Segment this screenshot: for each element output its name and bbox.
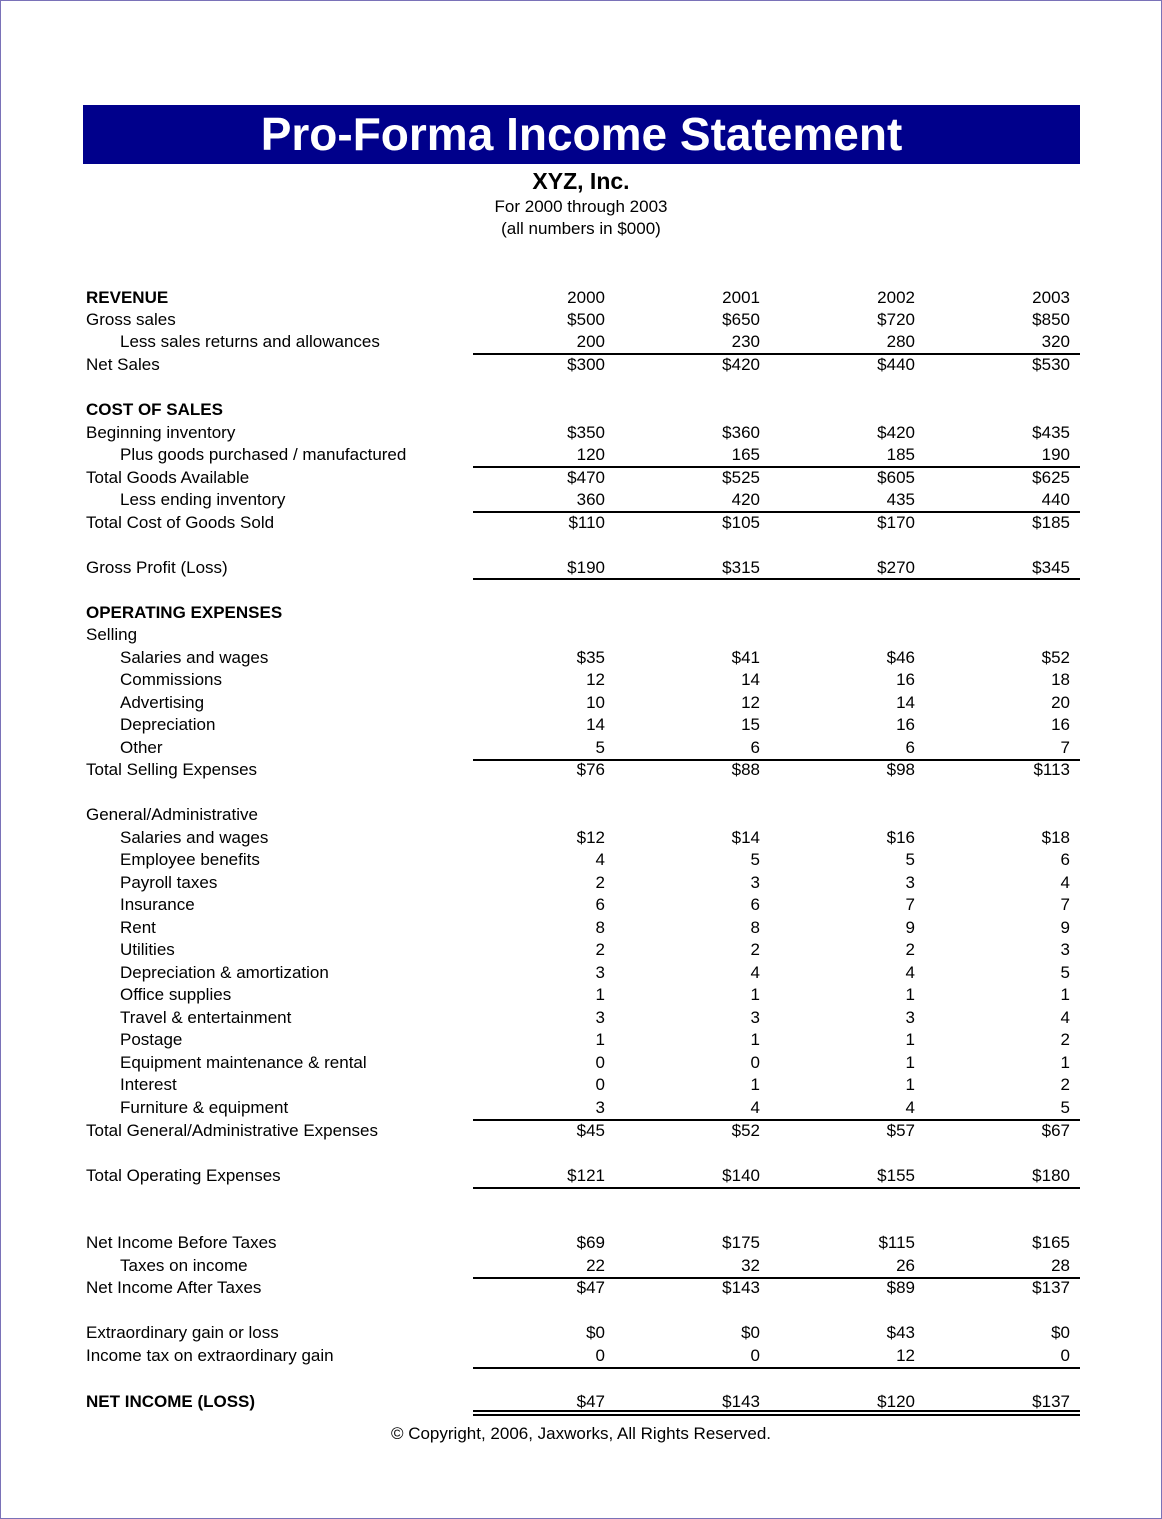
statement-row bbox=[0, 1097, 1162, 1119]
value-cell: $143 bbox=[722, 1392, 760, 1411]
value-cell: $850 bbox=[1032, 310, 1070, 329]
statement-row bbox=[0, 849, 1162, 871]
value-cell: $137 bbox=[1032, 1278, 1070, 1297]
value-cell: 6 bbox=[905, 738, 915, 757]
value-cell: $143 bbox=[722, 1278, 760, 1297]
value-cell: $185 bbox=[1032, 513, 1070, 532]
value-cell: $605 bbox=[877, 468, 915, 487]
underline-rule bbox=[473, 1277, 1080, 1279]
value-cell: $113 bbox=[1033, 760, 1070, 779]
value-cell: $530 bbox=[1032, 355, 1070, 374]
value-cell: $120 bbox=[877, 1392, 915, 1411]
value-cell: 16 bbox=[1051, 715, 1070, 734]
units-note: (all numbers in $000) bbox=[501, 219, 661, 238]
value-cell: 4 bbox=[595, 850, 605, 869]
row-label: Office supplies bbox=[120, 985, 232, 1004]
row-label: NET INCOME (LOSS) bbox=[86, 1392, 256, 1411]
value-cell: $121 bbox=[567, 1166, 605, 1185]
value-cell: $76 bbox=[576, 760, 605, 779]
value-cell: $720 bbox=[877, 310, 915, 329]
value-cell: 14 bbox=[741, 670, 760, 689]
value-cell: $88 bbox=[731, 760, 760, 779]
value-cell: 6 bbox=[750, 895, 760, 914]
value-cell: 26 bbox=[896, 1256, 915, 1275]
statement-row bbox=[0, 962, 1162, 984]
row-label: Income tax on extraordinary gain bbox=[86, 1346, 334, 1365]
statement-row bbox=[0, 331, 1162, 353]
statement-row bbox=[0, 759, 1162, 781]
value-cell: 1 bbox=[905, 1075, 915, 1094]
value-cell: $98 bbox=[886, 760, 915, 779]
value-cell: $18 bbox=[1041, 828, 1070, 847]
value-cell: 6 bbox=[750, 738, 760, 757]
statement-row bbox=[0, 624, 1162, 646]
row-label: Employee benefits bbox=[120, 850, 260, 869]
row-label: Depreciation bbox=[120, 715, 216, 734]
value-cell: $67 bbox=[1041, 1121, 1070, 1140]
value-cell: 9 bbox=[905, 918, 915, 937]
row-label: Gross sales bbox=[86, 310, 176, 329]
value-cell: $625 bbox=[1032, 468, 1070, 487]
statement-row bbox=[0, 1277, 1162, 1299]
value-cell: 12 bbox=[741, 693, 760, 712]
value-cell: $345 bbox=[1032, 558, 1070, 577]
value-cell: $0 bbox=[1051, 1323, 1070, 1342]
value-cell: 1 bbox=[750, 1030, 760, 1049]
value-cell: 4 bbox=[1060, 1008, 1070, 1027]
underline-rule bbox=[473, 1367, 1080, 1369]
statement-row bbox=[0, 602, 1162, 624]
value-cell: 1 bbox=[905, 1053, 915, 1072]
value-cell: 5 bbox=[905, 850, 915, 869]
value-cell: $47 bbox=[576, 1392, 605, 1411]
statement-row bbox=[0, 827, 1162, 849]
value-cell: 165 bbox=[731, 445, 760, 464]
company-name: XYZ, Inc. bbox=[532, 168, 630, 194]
row-label: Plus goods purchased / manufactured bbox=[120, 445, 407, 464]
value-cell: $115 bbox=[878, 1233, 915, 1252]
value-cell: $140 bbox=[722, 1166, 760, 1185]
page-title: Pro-Forma Income Statement bbox=[83, 105, 1080, 164]
value-cell: 3 bbox=[905, 1008, 915, 1027]
value-cell: 6 bbox=[1060, 850, 1070, 869]
row-label: Total General/Administrative Expenses bbox=[86, 1121, 378, 1140]
year-header: 2000 bbox=[567, 288, 605, 307]
statement-row bbox=[0, 1255, 1162, 1277]
value-cell: 1 bbox=[750, 1075, 760, 1094]
statement-row bbox=[0, 1345, 1162, 1367]
value-cell: 8 bbox=[750, 918, 760, 937]
value-cell: $155 bbox=[877, 1166, 915, 1185]
row-label: Taxes on income bbox=[120, 1256, 248, 1275]
value-cell: 15 bbox=[741, 715, 760, 734]
statement-row bbox=[0, 714, 1162, 736]
value-cell: 4 bbox=[750, 1098, 760, 1117]
statement-row bbox=[0, 1029, 1162, 1051]
value-cell: $14 bbox=[731, 828, 760, 847]
value-cell: $0 bbox=[741, 1323, 760, 1342]
row-label: General/Administrative bbox=[86, 805, 258, 824]
year-header: 2002 bbox=[877, 288, 915, 307]
value-cell: 6 bbox=[595, 895, 605, 914]
row-label: COST OF SALES bbox=[86, 400, 223, 419]
value-cell: 2 bbox=[905, 940, 915, 959]
row-label: Total Selling Expenses bbox=[86, 760, 258, 779]
value-cell: $47 bbox=[576, 1278, 605, 1297]
value-cell: 3 bbox=[1060, 940, 1070, 959]
value-cell: 1 bbox=[595, 985, 605, 1004]
row-label: Depreciation & amortization bbox=[120, 963, 329, 982]
row-label: Other bbox=[120, 738, 163, 757]
value-cell: $35 bbox=[576, 648, 605, 667]
copyright-notice: © Copyright, 2006, Jaxworks, All Rights Reserved. bbox=[390, 1424, 772, 1443]
value-cell: 10 bbox=[586, 693, 605, 712]
value-cell: 435 bbox=[886, 490, 915, 509]
row-label: Total Cost of Goods Sold bbox=[86, 513, 275, 532]
statement-row bbox=[0, 1232, 1162, 1254]
value-cell: 12 bbox=[896, 1346, 915, 1365]
period-subtitle: For 2000 through 2003 bbox=[494, 197, 668, 216]
value-cell: 190 bbox=[1041, 445, 1070, 464]
value-cell: $69 bbox=[576, 1233, 605, 1252]
value-cell: 5 bbox=[1060, 963, 1070, 982]
row-label: Less sales returns and allowances bbox=[120, 332, 380, 351]
value-cell: 4 bbox=[750, 963, 760, 982]
value-cell: 185 bbox=[886, 445, 915, 464]
underline-rule bbox=[473, 578, 1080, 580]
statement-row bbox=[0, 939, 1162, 961]
value-cell: 3 bbox=[595, 1008, 605, 1027]
value-cell: 2 bbox=[750, 940, 760, 959]
value-cell: $180 bbox=[1032, 1166, 1070, 1185]
value-cell: 2 bbox=[1060, 1075, 1070, 1094]
statement-row bbox=[0, 399, 1162, 421]
value-cell: $350 bbox=[567, 423, 605, 442]
value-cell: $525 bbox=[722, 468, 760, 487]
statement-row bbox=[0, 692, 1162, 714]
row-label: Interest bbox=[120, 1075, 177, 1094]
value-cell: 230 bbox=[731, 332, 760, 351]
underline-rule bbox=[473, 759, 1080, 761]
value-cell: $440 bbox=[877, 355, 915, 374]
value-cell: 280 bbox=[886, 332, 915, 351]
statement-row bbox=[0, 737, 1162, 759]
statement-row bbox=[0, 647, 1162, 669]
statement-row bbox=[0, 1007, 1162, 1029]
row-label: Extraordinary gain or loss bbox=[86, 1323, 279, 1342]
statement-row bbox=[0, 422, 1162, 444]
value-cell: 1 bbox=[595, 1030, 605, 1049]
value-cell: 3 bbox=[595, 963, 605, 982]
value-cell: $190 bbox=[567, 558, 605, 577]
row-label: Equipment maintenance & rental bbox=[120, 1053, 367, 1072]
value-cell: 0 bbox=[750, 1346, 760, 1365]
row-label: Postage bbox=[120, 1030, 183, 1049]
row-label: Salaries and wages bbox=[120, 828, 269, 847]
statement-row bbox=[0, 917, 1162, 939]
row-label: Payroll taxes bbox=[120, 873, 218, 892]
value-cell: 3 bbox=[595, 1098, 605, 1117]
statement-row bbox=[0, 669, 1162, 691]
statement-row bbox=[0, 287, 1162, 309]
value-cell: 14 bbox=[896, 693, 915, 712]
value-cell: 5 bbox=[1060, 1098, 1070, 1117]
statement-row bbox=[0, 512, 1162, 534]
value-cell: 4 bbox=[905, 1098, 915, 1117]
value-cell: 3 bbox=[905, 873, 915, 892]
row-label: Selling bbox=[86, 625, 138, 644]
value-cell: 360 bbox=[576, 490, 605, 509]
row-label: Gross Profit (Loss) bbox=[86, 558, 228, 577]
statement-row bbox=[0, 557, 1162, 579]
value-cell: 1 bbox=[905, 1030, 915, 1049]
row-label: REVENUE bbox=[86, 288, 169, 307]
underline-rule bbox=[473, 466, 1080, 468]
statement-row bbox=[0, 984, 1162, 1006]
value-cell: 12 bbox=[586, 670, 605, 689]
row-label: Beginning inventory bbox=[86, 423, 236, 442]
row-label: Travel & entertainment bbox=[120, 1008, 292, 1027]
row-label: Net Income Before Taxes bbox=[86, 1233, 277, 1252]
value-cell: 3 bbox=[750, 873, 760, 892]
value-cell: 2 bbox=[1060, 1030, 1070, 1049]
value-cell: 2 bbox=[595, 940, 605, 959]
underline-rule bbox=[473, 1119, 1080, 1121]
value-cell: 16 bbox=[896, 715, 915, 734]
value-cell: $110 bbox=[568, 513, 605, 532]
statement-row bbox=[0, 1120, 1162, 1142]
value-cell: $175 bbox=[722, 1233, 760, 1252]
underline-rule bbox=[473, 511, 1080, 513]
value-cell: 20 bbox=[1051, 693, 1070, 712]
statement-row bbox=[0, 467, 1162, 489]
row-label: Salaries and wages bbox=[120, 648, 269, 667]
value-cell: 3 bbox=[750, 1008, 760, 1027]
double-underline-rule bbox=[473, 1410, 1080, 1416]
value-cell: 0 bbox=[1060, 1346, 1070, 1365]
value-cell: 320 bbox=[1041, 332, 1070, 351]
statement-row bbox=[0, 1322, 1162, 1344]
value-cell: $170 bbox=[877, 513, 915, 532]
value-cell: 120 bbox=[576, 445, 605, 464]
value-cell: $650 bbox=[722, 310, 760, 329]
value-cell: $105 bbox=[722, 513, 760, 532]
value-cell: $52 bbox=[731, 1121, 760, 1140]
statement-row bbox=[0, 444, 1162, 466]
value-cell: $12 bbox=[576, 828, 605, 847]
statement-row bbox=[0, 489, 1162, 511]
value-cell: $45 bbox=[576, 1121, 605, 1140]
statement-row bbox=[0, 872, 1162, 894]
value-cell: 7 bbox=[1060, 738, 1070, 757]
value-cell: 0 bbox=[595, 1053, 605, 1072]
value-cell: $0 bbox=[586, 1323, 605, 1342]
row-label: Total Goods Available bbox=[86, 468, 250, 487]
row-label: Net Sales bbox=[86, 355, 160, 374]
row-label: OPERATING EXPENSES bbox=[86, 603, 283, 622]
value-cell: 440 bbox=[1041, 490, 1070, 509]
value-cell: 1 bbox=[1060, 1053, 1070, 1072]
row-label: Utilities bbox=[120, 940, 175, 959]
value-cell: $300 bbox=[567, 355, 605, 374]
year-header: 2001 bbox=[722, 288, 760, 307]
value-cell: $165 bbox=[1032, 1233, 1070, 1252]
value-cell: $52 bbox=[1041, 648, 1070, 667]
value-cell: 5 bbox=[595, 738, 605, 757]
statement-row bbox=[0, 1074, 1162, 1096]
statement-row bbox=[0, 309, 1162, 331]
underline-rule bbox=[473, 353, 1080, 355]
value-cell: 14 bbox=[586, 715, 605, 734]
value-cell: 7 bbox=[1060, 895, 1070, 914]
value-cell: 1 bbox=[1060, 985, 1070, 1004]
value-cell: $89 bbox=[886, 1278, 915, 1297]
row-label: Insurance bbox=[120, 895, 195, 914]
value-cell: $270 bbox=[877, 558, 915, 577]
underline-rule bbox=[473, 1187, 1080, 1189]
value-cell: 2 bbox=[595, 873, 605, 892]
row-label: Rent bbox=[120, 918, 156, 937]
value-cell: 22 bbox=[586, 1256, 605, 1275]
value-cell: $315 bbox=[722, 558, 760, 577]
value-cell: $435 bbox=[1032, 423, 1070, 442]
value-cell: 32 bbox=[741, 1256, 760, 1275]
value-cell: 16 bbox=[896, 670, 915, 689]
row-label: Furniture & equipment bbox=[120, 1098, 289, 1117]
value-cell: 8 bbox=[595, 918, 605, 937]
year-header: 2003 bbox=[1032, 288, 1070, 307]
row-label: Net Income After Taxes bbox=[86, 1278, 262, 1297]
value-cell: 28 bbox=[1051, 1256, 1070, 1275]
value-cell: 0 bbox=[595, 1346, 605, 1365]
value-cell: 4 bbox=[905, 963, 915, 982]
value-cell: 1 bbox=[905, 985, 915, 1004]
row-label: Commissions bbox=[120, 670, 223, 689]
value-cell: $41 bbox=[731, 648, 760, 667]
value-cell: $500 bbox=[567, 310, 605, 329]
value-cell: 9 bbox=[1060, 918, 1070, 937]
statement-row bbox=[0, 894, 1162, 916]
row-label: Total Operating Expenses bbox=[86, 1166, 281, 1185]
row-label: Advertising bbox=[120, 693, 205, 712]
value-cell: 200 bbox=[576, 332, 605, 351]
value-cell: $137 bbox=[1032, 1392, 1070, 1411]
value-cell: $470 bbox=[567, 468, 605, 487]
value-cell: 4 bbox=[1060, 873, 1070, 892]
value-cell: $360 bbox=[722, 423, 760, 442]
value-cell: 5 bbox=[750, 850, 760, 869]
statement-row bbox=[0, 804, 1162, 826]
row-label: Less ending inventory bbox=[120, 490, 286, 509]
value-cell: $16 bbox=[886, 828, 915, 847]
value-cell: $420 bbox=[877, 423, 915, 442]
statement-row bbox=[0, 1052, 1162, 1074]
value-cell: 0 bbox=[750, 1053, 760, 1072]
value-cell: 0 bbox=[595, 1075, 605, 1094]
statement-row bbox=[0, 354, 1162, 376]
value-cell: 420 bbox=[731, 490, 760, 509]
statement-row bbox=[0, 1165, 1162, 1187]
value-cell: $420 bbox=[722, 355, 760, 374]
value-cell: 18 bbox=[1051, 670, 1070, 689]
value-cell: $46 bbox=[886, 648, 915, 667]
value-cell: $43 bbox=[886, 1323, 915, 1342]
value-cell: 7 bbox=[905, 895, 915, 914]
value-cell: $57 bbox=[886, 1121, 915, 1140]
value-cell: 1 bbox=[750, 985, 760, 1004]
